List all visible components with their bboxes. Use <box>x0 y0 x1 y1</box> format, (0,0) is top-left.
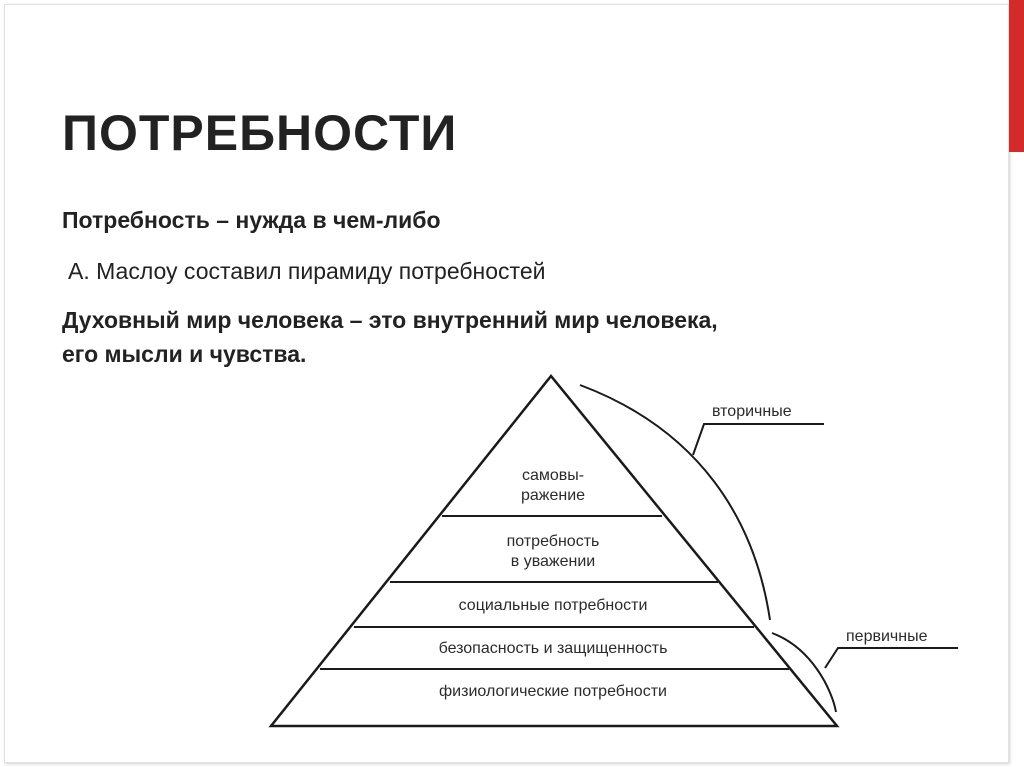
definition-text: Потребность – нужда в чем-либо <box>62 207 441 233</box>
slide-title: ПОТРЕБНОСТИ <box>62 105 458 161</box>
level-safety: безопасность и защищенность <box>438 640 668 657</box>
primary-label: первичные <box>846 628 928 645</box>
maslow-text: А. Маслоу составил пирамиду потребностей <box>68 258 546 284</box>
secondary-label-leader <box>693 424 824 455</box>
secondary-label: вторичные <box>712 403 792 420</box>
level-physiological: физиологические потребности <box>439 683 667 700</box>
primary-label-leader <box>825 648 958 668</box>
spiritual-world-text-line2: его мысли и чувства. <box>62 341 307 367</box>
spiritual-world-text-line1: Духовный мир человека – это внутренний мир человека, <box>62 307 718 333</box>
level-esteem-line1: потребность <box>506 533 600 550</box>
level-esteem-line2: в уважении <box>510 553 596 570</box>
level-self-actualization-line2: ражение <box>520 487 586 504</box>
level-self-actualization-line1: самовы- <box>521 467 585 484</box>
level-social: социальные потребности <box>458 597 648 614</box>
